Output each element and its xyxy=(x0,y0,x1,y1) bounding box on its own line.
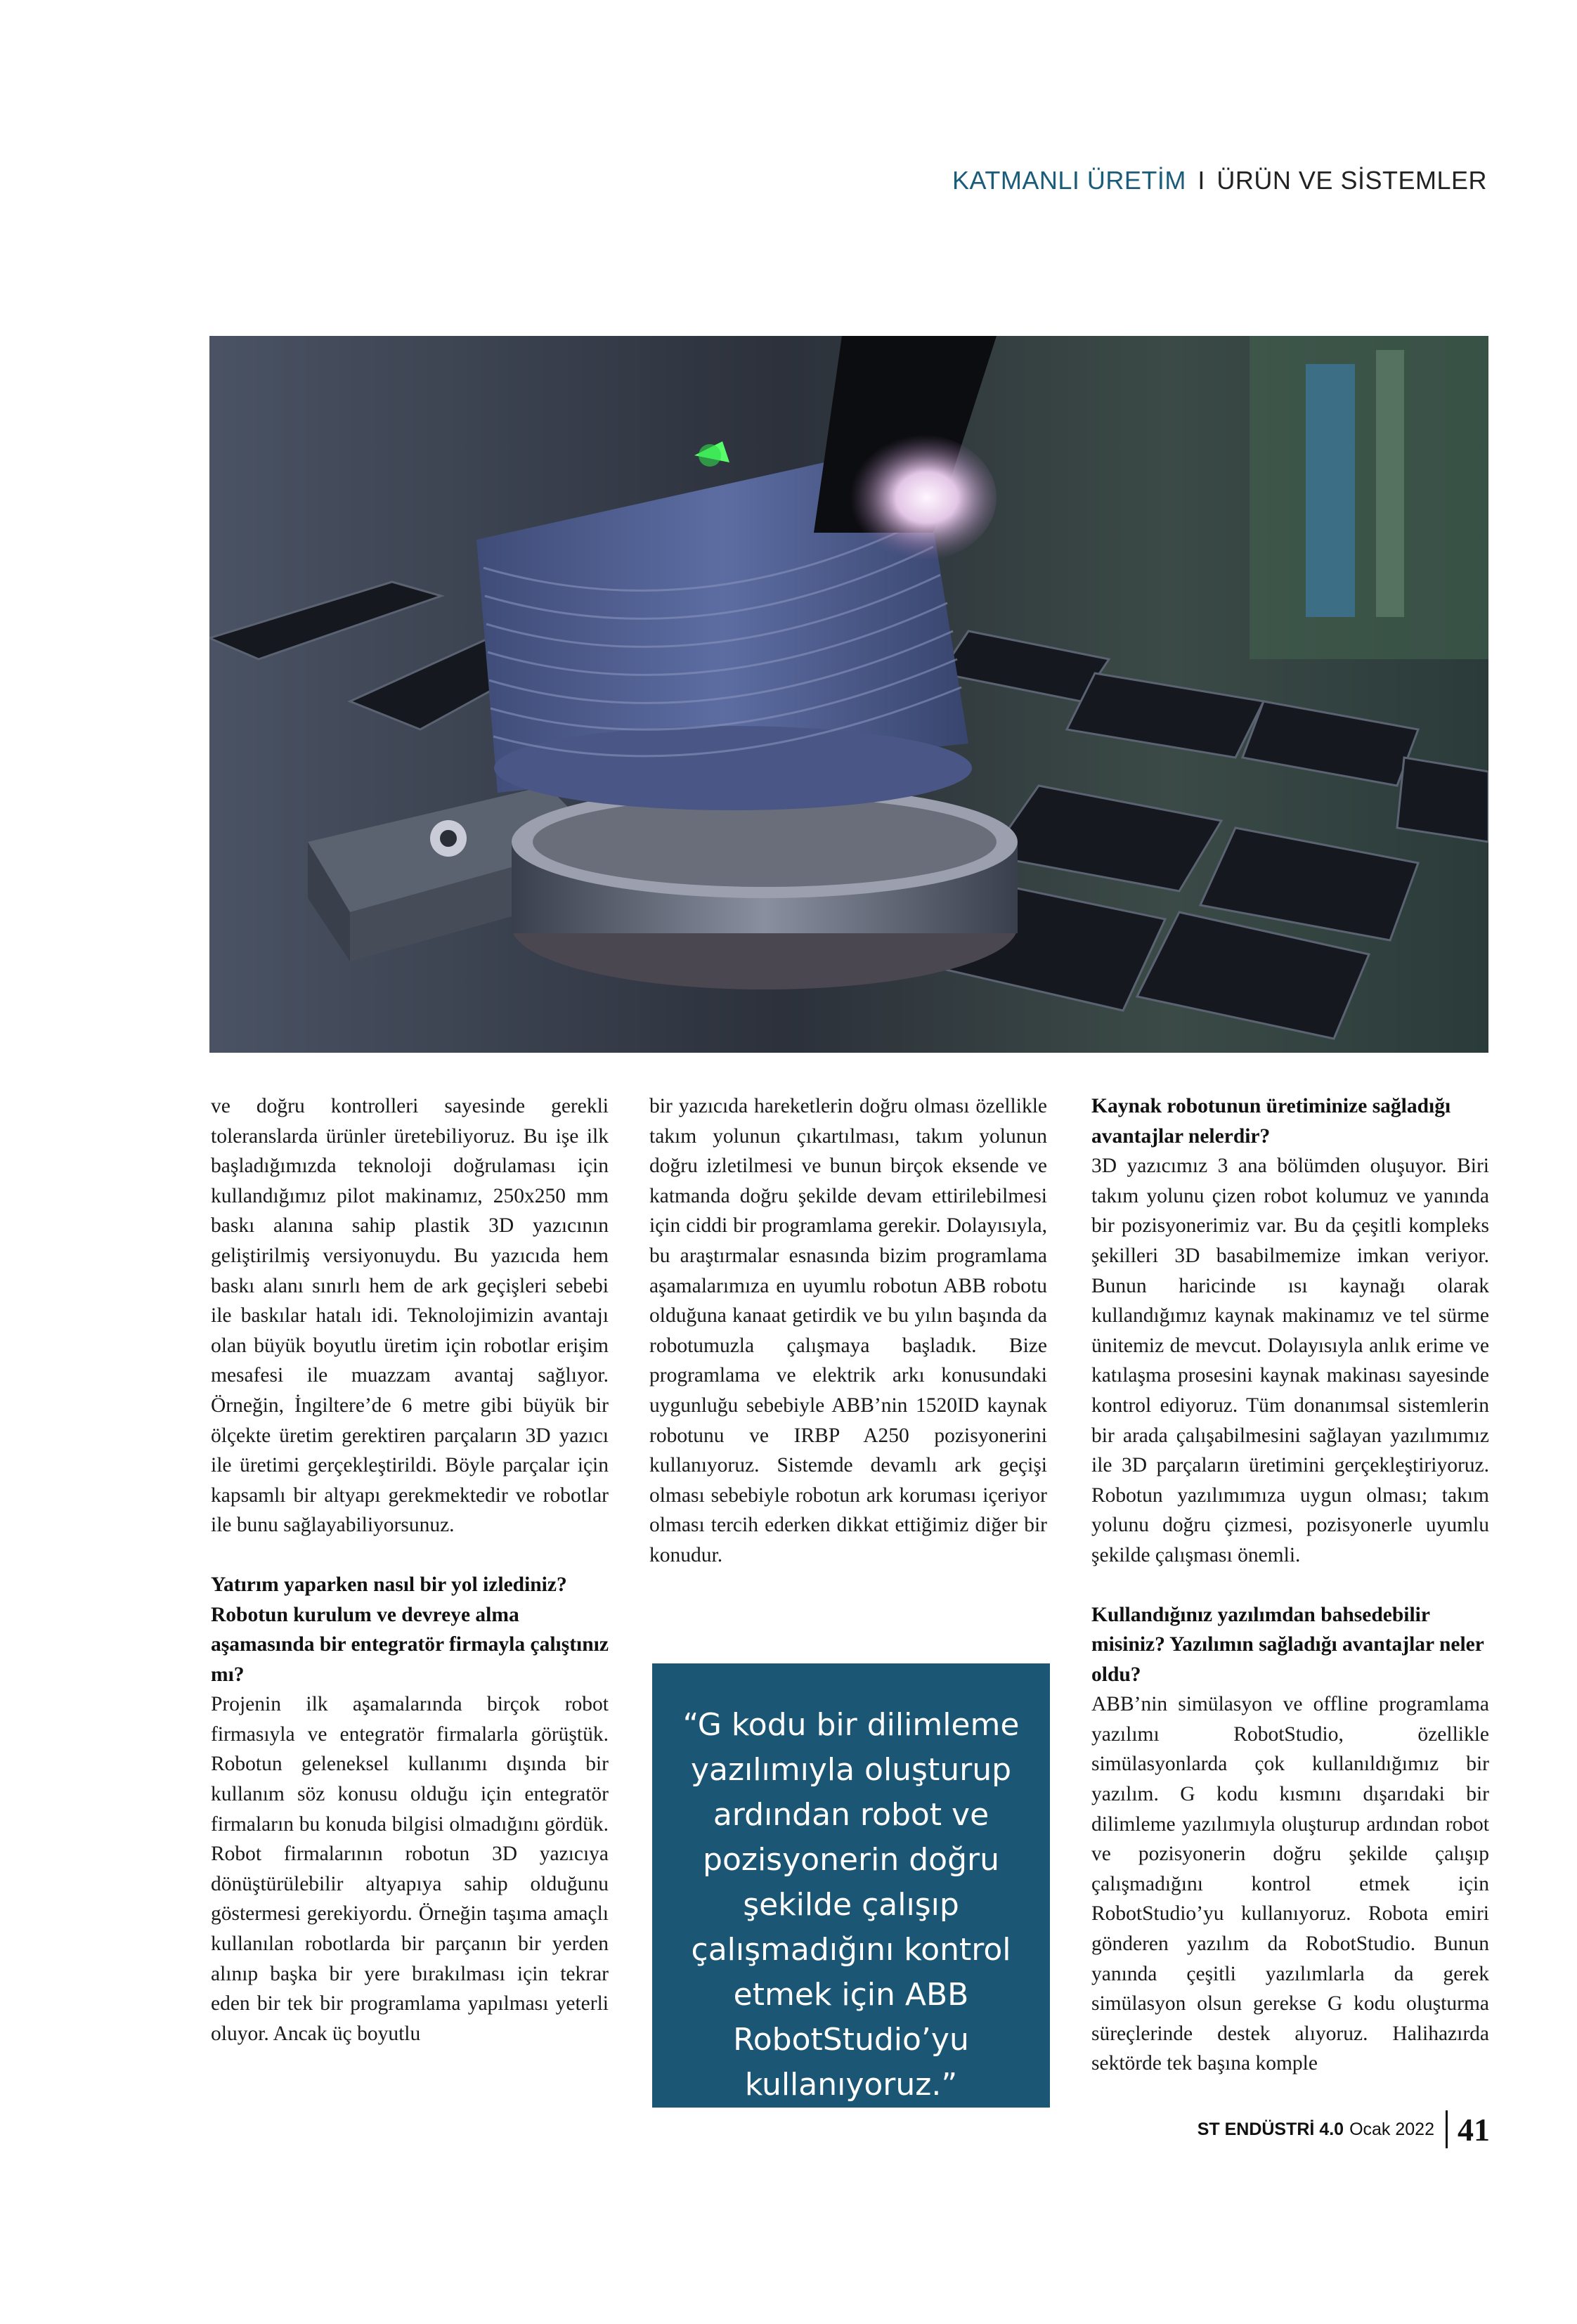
section-title: KATMANLI ÜRETİM xyxy=(952,166,1186,195)
page-footer xyxy=(1198,2108,1490,2150)
paragraph: ABB’nin simülasyon ve offline programlama yazılımı RobotStudio, özellikle simülasyonlarda çok kullanıldığımız bir yazılım. G kodu kısmını dışarıdaki bir dilimleme yazılımıyla oluşturup ardından robot ve pozisyonerin doğru şekilde çalışıp çalışmadığını kontrol etmek için RobotStudio’yu kullanıyoruz. Robota emiri gönderen yazılım da RobotStudio. Bunun yanında çeşitli yazılımlarla da gerek simülasyon olsun gerekse G kodu oluşturma süreçlerinde destek alıyoruz. Halihazırda sektörde tek başına komple xyxy=(1091,1693,1489,2075)
interview-question: Kaynak robotunun üretiminize sağladığı avantajlar nelerdir? xyxy=(1091,1095,1451,1148)
interview-question: Yatırım yaparken nasıl bir yol izlediniz? Robotun kurulum ve devreye alma aşamasında bir entegratör firmayla çalıştınız mı? xyxy=(211,1573,609,1686)
magazine-name: ST ENDÜSTRİ 4.0 xyxy=(1197,2119,1344,2139)
pull-quote-text: “G kodu bir dilimleme yazılımıyla oluşturup ardından robot ve pozisyonerin doğru şekilde çalışıp çalışmadığını kontrol etmek için ABB RobotStudio’yu kullanıyoruz.” xyxy=(682,1707,1020,2103)
paragraph: ve doğru kontrolleri sayesinde gerekli toleranslarda ürünler üretebiliyoruz. Bu işe ilk başladığımızda teknoloji doğrulaması için kullandığımız pilot makinamız, 250x250 mm baskı alanına sahip plastik 3D yazıcının geliştirilmiş versiyonuydu. Bu yazıcıda hem baskı alanı sınırlı hem de ark geçişleri sebebi ile baskılar hatalı idi. Teknolojimizin avantajı olan büyük boyutlu üretim için robotlar erişim mesafesi ile muazzam avantaj sağlıyor. Örneğin, İngiltere’de 6 metre gibi büyük bir ölçekte üretim gerektiren parçaların 3D yazıcı ile üretimi gerçekleştirildi. Böyle parçalar için kapsamlı bir altyapı gerekmektedir ve robotlar ile bunu sağlayabiliyorsunuz. xyxy=(211,1095,609,1537)
article-photo xyxy=(209,336,1488,1053)
article-column-1 xyxy=(211,1091,609,2049)
interview-question: Kullandığınız yazılımdan bahsedebilir misiniz? Yazılımın sağladığı avantajlar neler oldu? xyxy=(1091,1603,1484,1686)
issue-date: Ocak 2022 xyxy=(1349,2119,1434,2139)
metal-3d-printing-photo-icon xyxy=(209,336,1488,1053)
footer-divider xyxy=(1446,2110,1448,2148)
article-column-2 xyxy=(649,1091,1047,1571)
running-head xyxy=(952,166,1487,195)
paragraph: bir yazıcıda hareketlerin doğru olması özellikle takım yolunun çıkartılması, takım yolunun doğru izletilmesi ve bunun birçok eksende ve katmanda doğru şekilde devam ettirilebilmesi için ciddi bir programlama gerekir. Dolayısıyla, bu araştırmalar esnasında bizim programlama aşamalarımıza en uyumlu robotun ABB robotu olduğuna kanaat getirdik ve bu yılın başında da robotumuzla çalışmaya başladık. Bize programlama ve elektrik arkı konusundaki uygunluğu sebebiyle ABB’nin 1520ID kaynak robotunu ve IRBP A250 pozisyonerini kullanıyoruz. Sistemde devamlı ark geçişi olması sebebiyle robotun ark koruması içeriyor olması tercih ederken dikkat ettiğimiz diğer bir konudur. xyxy=(649,1095,1047,1566)
paragraph: Projenin ilk aşamalarında birçok robot firmasıyla ve entegratör firmalarla görüştük. Robotun geleneksel kullanımı dışında bir kullanım söz konusu olduğu için entegratör firmaların bu konuda bilgisi olmadığını gördük. Robot firmalarının robotun 3D yazıcıya dönüştürülebilir altyapıya sahip olduğunu göstermesi gerekiyordu. Örneğin taşıma amaçlı kullanılan robotlarda bir parçanın bir yerden alınıp başka bir yere bırakılması için tekrar eden bir tek bir programlama yapılması yeterli oluyor. Ancak üç boyutlu xyxy=(211,1693,609,2045)
page-number: 41 xyxy=(1458,2111,1490,2148)
article-column-3 xyxy=(1091,1091,1489,2079)
subsection-title: ÜRÜN VE SİSTEMLER xyxy=(1216,166,1487,195)
paragraph: 3D yazıcımız 3 ana bölümden oluşuyor. Biri takım yolunu çizen robot kolumuz ve yanında bir pozisyonerimiz var. Bu da çeşitli kompleks şekilleri 3D basabilmemize imkan veriyor. Bunun haricinde ısı kaynağı olarak kullandığımız kaynak makinamız ve tel sürme ünitemiz de mevcut. Dolayısıyla anlık erime ve katılaşma prosesini kaynak makinası sayesinde kontrol ediyoruz. Tüm donanımsal sistemlerin bir arada çalışabilmesini sağlayan yazılımımız ile 3D parçaların üretimini gerçekleştiriyoruz. Robotun yazılımımıza uygun olması; takım yolunu doğru çizmesi, pozisyonerle uyumlu şekilde çalışması önemli. xyxy=(1091,1155,1489,1566)
pull-quote xyxy=(652,1663,1050,2108)
header-separator: I xyxy=(1198,166,1205,195)
